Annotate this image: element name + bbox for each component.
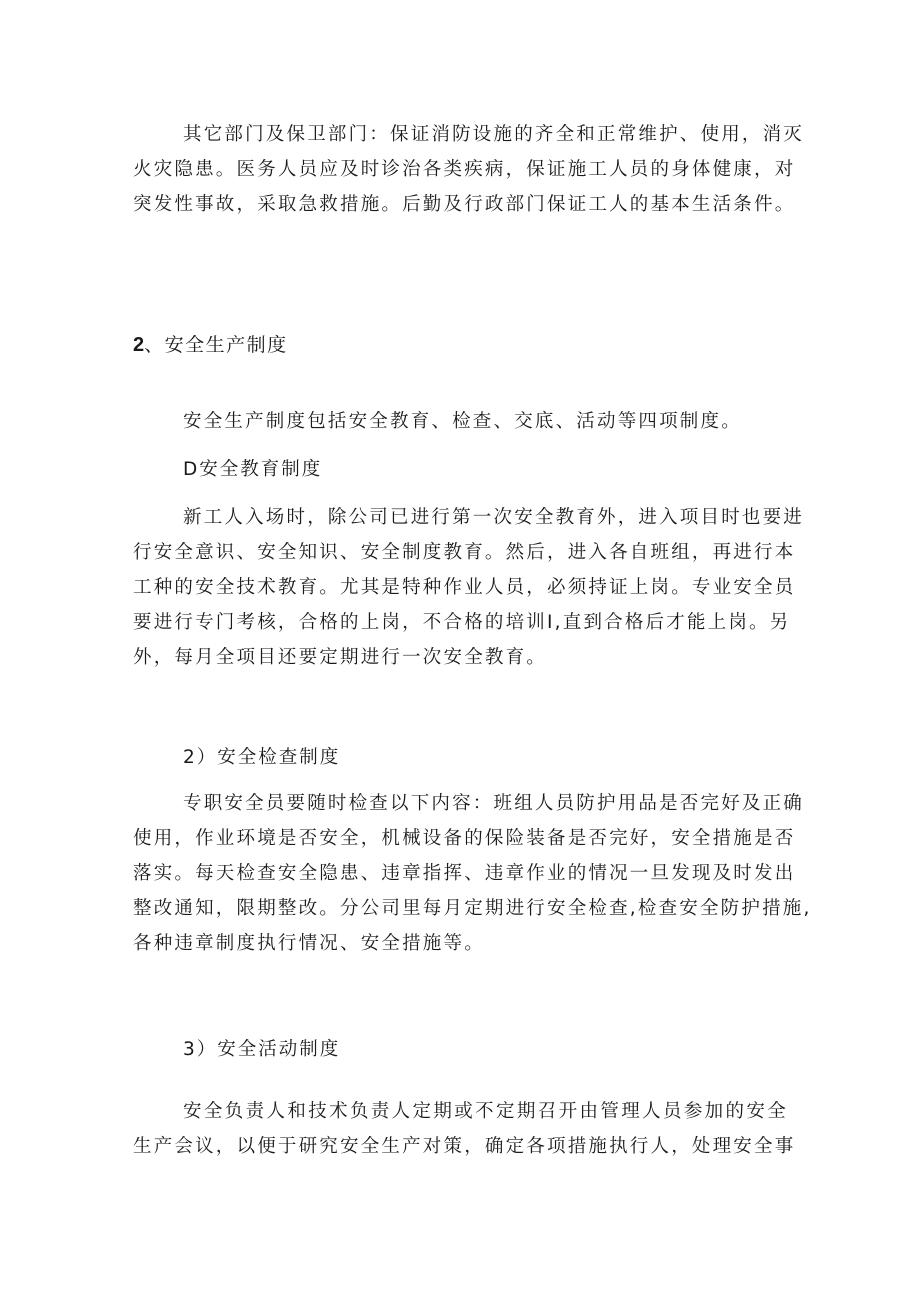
text-line: 整改通知，限期整改。分公司里每月定期进行安全检查,检查安全防护措施, (133, 898, 812, 919)
text-line: 各种违章制度执行情况、安全措施等。 (133, 933, 485, 954)
text-line: 安全负责人和技术负责人定期或不定期召开由管理人员参加的安全 (183, 1101, 788, 1122)
subheading-education: D安全教育制度 (183, 459, 323, 480)
text-line: 落实。每天检查安全隐患、违章指挥、违章作业的情况一旦发现及时发出 (133, 863, 796, 884)
paragraph-education (133, 500, 805, 675)
text-line: 专职安全员要随时检查以下内容：班组人员防护用品是否完好及正确 (183, 793, 805, 814)
text-line: 新工人入场时，除公司已进行第一次安全教育外，进入项目时也要进 (183, 507, 805, 528)
text-line: 火灾隐患。医务人员应及时诊治各类疾病，保证施工人员的身体健康，对 (133, 159, 796, 180)
paragraph-intro (133, 404, 788, 439)
subheading-inspection: 2）安全检查制度 (183, 747, 341, 768)
paragraph-departments (133, 117, 805, 222)
text-line: 安全生产制度包括安全教育、检查、交底、活动等四项制度。 (183, 411, 742, 432)
section-title: 、安全生产制度 (144, 334, 288, 356)
text-line: 其它部门及保卫部门：保证消防设施的齐全和正常维护、使用，消灭 (183, 124, 805, 145)
section-heading (133, 328, 288, 363)
text-line: 突发性事故，采取急救措施。后勤及行政部门保证工人的基本生活条件。 (133, 194, 796, 215)
section-number: 2 (133, 334, 145, 356)
text-line: 行安全意识、安全知识、安全制度教育。然后，进入各自班组，再进行本 (133, 542, 796, 563)
text-line: 要进行专门考核，合格的上岗，不合格的培训I,直到合格后才能上岗。另 (133, 612, 791, 633)
text-line: 工种的安全技术教育。尤其是特种作业人员，必须持证上岗。专业安全员 (133, 577, 796, 598)
text-line: 外，每月全项目还要定期进行一次安全教育。 (133, 647, 548, 668)
text-line: 生产会议，以便于研究安全生产对策，确定各项措施执行人，处理安全事 (133, 1136, 796, 1157)
paragraph-activity (133, 1094, 796, 1164)
subheading-activity: 3）安全活动制度 (183, 1039, 341, 1060)
paragraph-inspection (133, 786, 812, 961)
text-line: 使用，作业环境是否安全，机械设备的保险装备是否完好，安全措施是否 (133, 828, 796, 849)
